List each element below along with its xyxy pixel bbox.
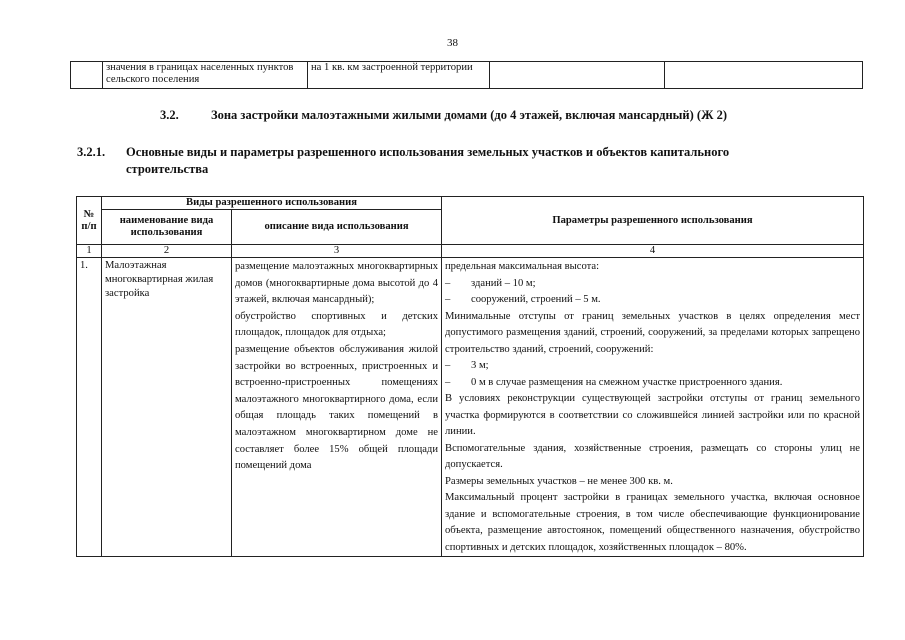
section-number: 3.2. <box>160 108 179 122</box>
section-title: Зона застройки малоэтажными жилыми домами (до 4 этажей, включая мансардный) (Ж 2) <box>211 108 727 122</box>
description-item: размещение объектов обслуживания жилой застройки во встроенных, пристроенных и встроенно-пристроенных помещениях малоэтажного многоквартирного дома, если общая площадь таких помещений в малоэтажном многоквартирном доме не составляет более 15% общей площади помещений дома <box>235 343 438 472</box>
column-number: 3 <box>232 245 442 258</box>
continued-cell-3: на 1 кв. км застроенной территории <box>308 62 490 89</box>
header-num: № п/п <box>77 197 102 245</box>
subsection-heading <box>77 144 867 178</box>
param-setback-title: Минимальные отступы от границ земельных участков в целях определения мест допустимого размещения зданий, строений, сооружений, за пределами которых запрещено строительство зданий, строений, сооружений: <box>445 310 860 355</box>
dash-icon: – <box>445 360 451 371</box>
subsection-title-line1: Основные виды и параметры разрешенного использования земельных участков и объектов капитального <box>126 145 730 159</box>
column-number: 1 <box>77 245 102 258</box>
param-reconstruction: В условиях реконструкции существующей застройки отступы от границ земельного участка формируются в соответствии со сложившейся линией застройки или по красной линии. <box>445 393 860 437</box>
page-number: 38 <box>447 37 458 49</box>
header-params: Параметры разрешенного использования <box>442 197 864 245</box>
param-max-coverage: Максимальный процент застройки в границах земельного участка, включая основное здание и вспомогательные строения, в том числе обеспечивающие функционирование объекта, размещение автостоянок, помещений общественного назначения, обустройство спортивных и детских площадок, хозяйственных площадок – 80%. <box>445 492 860 553</box>
param-height-item <box>445 292 860 309</box>
section-heading <box>160 108 727 123</box>
description-item: обустройство спортивных и детских площадок, площадок для отдыха; <box>235 310 438 339</box>
header-types-group: Виды разрешенного использования <box>102 197 442 210</box>
column-number-row <box>77 245 864 258</box>
header-row <box>77 197 864 210</box>
continued-cell-1 <box>71 62 103 89</box>
param-plot-size: Размеры земельных участков – не менее 300 кв. м. <box>445 475 673 487</box>
param-height-item-text: сооружений, строений – 5 м. <box>471 294 601 305</box>
description-item: размещение малоэтажных многоквартирных домов (многоквартирные дома высотой до 4 этажей, включая мансардный); <box>235 261 438 306</box>
table-row <box>71 62 863 89</box>
column-number: 2 <box>102 245 232 258</box>
dash-icon: – <box>445 294 451 305</box>
header-description: описание вида использования <box>232 210 442 245</box>
param-height-item <box>445 276 860 293</box>
column-number: 4 <box>442 245 864 258</box>
continued-cell-2: значения в границах населенных пунктов сельского поселения <box>103 62 308 89</box>
subsection-title-line2: строительства <box>126 162 209 176</box>
subsection-number: 3.2.1. <box>77 145 106 159</box>
dash-icon: – <box>445 277 451 289</box>
permitted-use-table <box>76 196 864 557</box>
continued-cell-5 <box>665 62 863 89</box>
continued-cell-4 <box>490 62 665 89</box>
row-name: Малоэтажная многоквартирная жилая застройка <box>102 258 232 557</box>
param-auxiliary: Вспомогательные здания, хозяйственные строения, размещать со стороны улиц не допускается. <box>445 442 860 470</box>
header-name: наименование вида использования <box>102 210 232 245</box>
param-setback-item-text: 0 м в случае размещения на смежном участке пристроенного здания. <box>471 376 783 388</box>
param-setback-item <box>445 358 860 375</box>
param-setback-item <box>445 375 860 392</box>
continued-table <box>70 61 863 89</box>
dash-icon: – <box>445 376 451 388</box>
table-row <box>77 258 864 557</box>
param-height-item-text: зданий – 10 м; <box>471 277 536 289</box>
param-setback-item-text: 3 м; <box>471 360 489 371</box>
row-params <box>442 258 864 557</box>
row-description <box>232 258 442 557</box>
param-height-title: предельная максимальная высота: <box>445 261 600 272</box>
row-num: 1. <box>77 258 102 557</box>
